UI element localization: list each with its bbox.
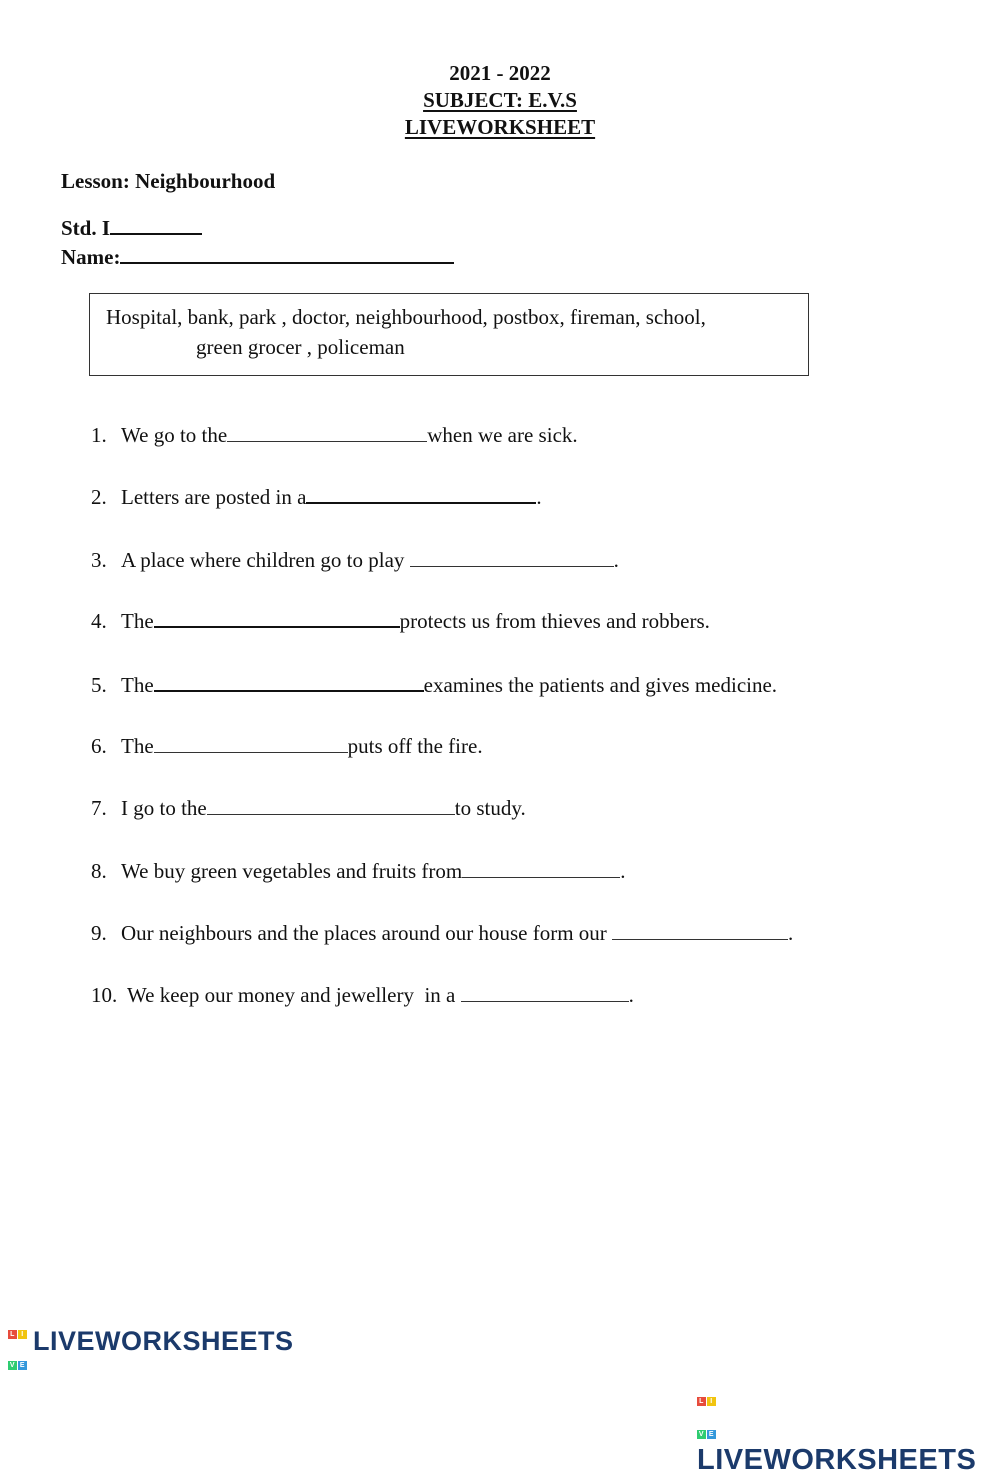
question-text-before: The	[121, 734, 154, 758]
question-text-before: We buy green vegetables and fruits from	[121, 859, 463, 883]
logo-block: V	[698, 1431, 705, 1438]
year-heading: 2021 - 2022	[449, 61, 551, 85]
question-text-before: I go to the	[121, 796, 207, 820]
name-label: Name:	[61, 245, 121, 269]
logo-text: LIVEWORKSHEETS	[697, 1444, 977, 1476]
question-5	[91, 673, 777, 698]
question-number: 4.	[91, 609, 107, 633]
worksheet-title	[0, 115, 1000, 139]
name-row	[61, 244, 454, 270]
question-text-after: .	[613, 548, 619, 572]
question-number: 10.	[91, 983, 118, 1007]
logo-block: I	[18, 1330, 27, 1339]
answer-blank[interactable]	[410, 550, 614, 567]
question-text-before: We keep our money and jewellery in a	[127, 983, 461, 1007]
liveworksheets-logo-top	[8, 1312, 294, 1374]
question-text-after: .	[628, 983, 634, 1007]
question-text-after: .	[536, 485, 542, 509]
answer-blank[interactable]	[612, 923, 788, 940]
answer-blank[interactable]	[227, 425, 427, 442]
answer-blank[interactable]	[154, 610, 400, 628]
logo-block: E	[19, 1362, 26, 1369]
question-number: 8.	[91, 859, 107, 883]
question-text-after: to study.	[454, 796, 526, 820]
question-text-before: The	[121, 609, 154, 633]
answer-blank[interactable]	[306, 486, 536, 504]
question-text-before: Our neighbours and the places around our house form our	[121, 921, 613, 945]
subject-text: SUBJECT: E.V.S	[423, 88, 577, 112]
question-6	[91, 734, 483, 759]
question-text-before: Letters are posted in a	[121, 485, 307, 509]
worksheet-title-text: LIVEWORKSHEET	[404, 115, 596, 139]
word-bank-box	[89, 293, 809, 376]
logo-block: E	[708, 1431, 715, 1438]
question-text-after: when we are sick.	[427, 423, 578, 447]
question-text-after: .	[620, 859, 626, 883]
logo-block: L	[697, 1397, 706, 1406]
logo-blocks-icon	[8, 1312, 30, 1374]
std-blank[interactable]	[110, 215, 202, 235]
answer-blank[interactable]	[207, 798, 455, 815]
answer-blank[interactable]	[462, 861, 620, 878]
question-text-after: protects us from thieves and robbers.	[399, 609, 710, 633]
question-number: 3.	[91, 548, 107, 572]
std-row	[61, 215, 202, 241]
word-bank-line-2: green grocer , policeman	[196, 335, 405, 359]
question-9	[91, 921, 793, 946]
question-text-after: examines the patients and gives medicine.	[423, 673, 778, 697]
logo-blocks-icon	[697, 1378, 719, 1444]
question-text-before: The	[121, 673, 154, 697]
question-3	[91, 548, 619, 573]
logo-block: V	[9, 1362, 16, 1369]
question-number: 2.	[91, 485, 107, 509]
question-number: 9.	[91, 921, 107, 945]
question-10	[91, 983, 634, 1008]
liveworksheets-logo-bottom	[697, 1378, 1000, 1477]
question-8	[91, 859, 625, 884]
question-text-after: puts off the fire.	[347, 734, 483, 758]
logo-block: I	[707, 1397, 716, 1406]
question-text-before: We go to the	[121, 423, 228, 447]
question-text-before: A place where children go to play	[121, 548, 410, 572]
question-number: 6.	[91, 734, 107, 758]
question-1	[91, 423, 578, 448]
answer-blank[interactable]	[154, 674, 424, 692]
name-blank[interactable]	[120, 244, 454, 264]
question-text-after: .	[788, 921, 794, 945]
question-number: 7.	[91, 796, 107, 820]
word-bank-line-1: Hospital, bank, park , doctor, neighbourhood, postbox, fireman, school,	[106, 305, 706, 329]
answer-blank[interactable]	[461, 985, 629, 1002]
question-number: 1.	[91, 423, 107, 447]
subject-heading	[0, 88, 1000, 112]
question-2	[91, 485, 542, 510]
question-4	[91, 609, 710, 634]
std-label: Std. I	[61, 216, 111, 240]
logo-block: L	[8, 1330, 17, 1339]
question-7	[91, 796, 526, 821]
answer-blank[interactable]	[154, 736, 348, 753]
logo-text: LIVEWORKSHEETS	[33, 1326, 294, 1357]
question-number: 5.	[91, 673, 107, 697]
lesson-title: Lesson: Neighbourhood	[61, 169, 276, 193]
